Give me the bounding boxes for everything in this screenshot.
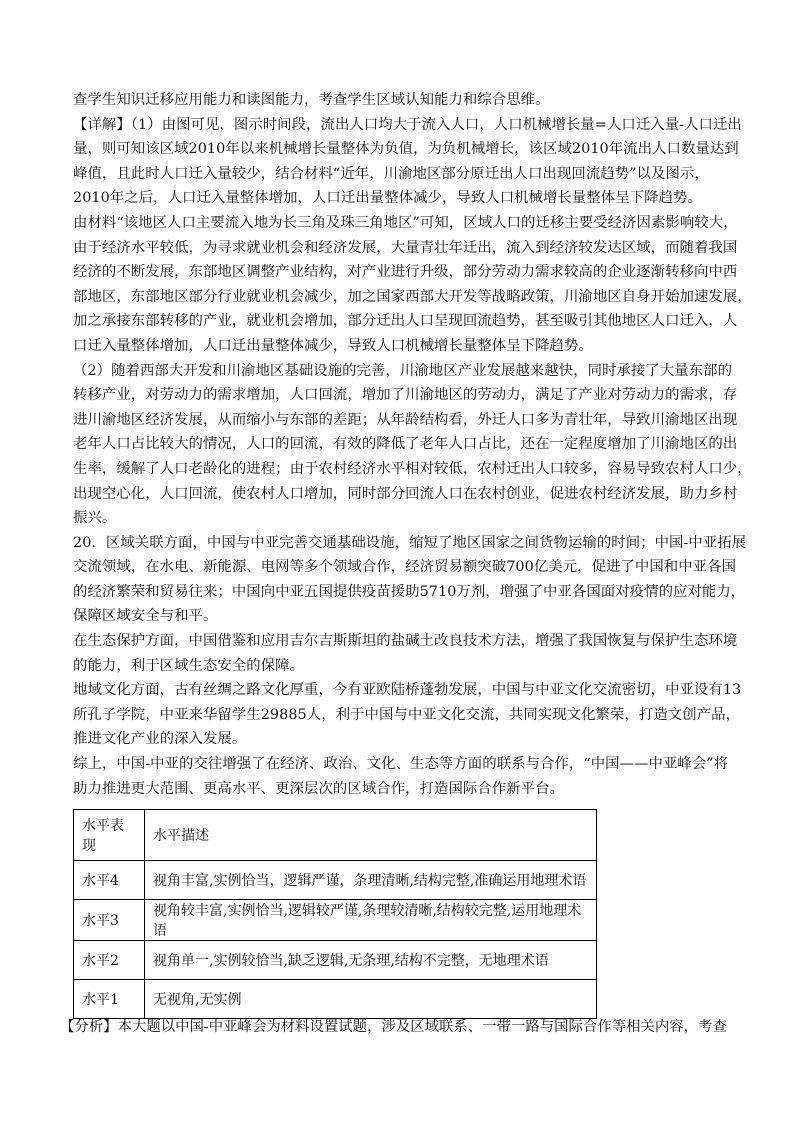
text-line: 由于经济水平较低，为寻求就业机会和经济发展，大量青壮年迁出，流入到经济较发达区域，而随着我国 bbox=[73, 239, 738, 256]
text-line: 2010年之后，人口迁入量整体增加，人口迁出量整体减少，导致人口机械增长量整体呈下降趋势。 bbox=[73, 190, 702, 207]
table-row bbox=[74, 861, 597, 900]
table-row bbox=[74, 941, 597, 980]
text-line: 20．区域关联方面，中国与中亚完善交通基础设施，缩短了地区国家之间货物运输的时间；中国-中亚拓展 bbox=[73, 534, 747, 551]
text-line: 峰值，且此时人口迁入量较少，结合材料“近年，川渝地区部分原迁出人口出现回流趋势”以及图示， bbox=[73, 165, 709, 182]
text-line: 量，则可知该区域2010年以来机械增长量整体为负值，为负机械增长，该区域2010年流出人口数量达到 bbox=[73, 141, 739, 158]
text-line: 地域文化方面，古有丝绸之路文化厚重，今有亚欧陆桥蓬勃发展，中国与中亚文化交流密切，中亚设有13 bbox=[73, 682, 742, 699]
text-line: 在生态保护方面，中国借鉴和应用吉尔吉斯斯坦的盐碱土改良技术方法，增强了我国恢复与保护生态环境 bbox=[73, 633, 738, 650]
table-row bbox=[74, 900, 597, 941]
header-desc-cell: 水平描述 bbox=[145, 810, 597, 861]
text-line: 推进文化产业的深入发展。 bbox=[73, 731, 247, 748]
text-line: 加之承接东部转移的产业，就业机会增加，部分迁出人口呈现回流趋势，甚至吸引其他地区人口迁入，人 bbox=[73, 313, 738, 330]
text-line: 【详解】（1）由图可见，图示时间段，流出人口均大于流入人口，人口机械增长量=人口迁入量-人口迁出 bbox=[73, 116, 742, 133]
text-line: 交流领域，在水电、新能源、电网等多个领域合作，经济贸易额突破700亿美元，促进了中国和中亚各国 bbox=[73, 559, 737, 576]
desc-cell: 视角较丰富,实例恰当,逻辑较严谨,条理较清晰,结构较完整,运用地理术语 bbox=[145, 900, 597, 941]
text-line: 进川渝地区经济发展，从而缩小与东部的差距；从年龄结构看，外迁人口多为青壮年，导致川渝地区出现 bbox=[73, 411, 738, 428]
analysis-line: 【分析】本大题以中国-中亚峰会为材料设置试题，涉及区域联系、一带一路与国际合作等相关内容，考查 bbox=[60, 1019, 727, 1035]
header-level-cell: 水平表现 bbox=[74, 810, 145, 861]
text-line: 由材料“该地区人口主要流入地为长三角及珠三角地区”可知，区域人口的迁移主要受经济因素影响较大， bbox=[73, 214, 738, 231]
document-body bbox=[73, 88, 752, 1019]
text-line: 所孔子学院，中亚来华留学生29885人，利于中国与中亚文化交流，共同实现文化繁荣，打造文创产品， bbox=[73, 706, 740, 723]
level-table bbox=[73, 809, 597, 1019]
desc-cell: 无视角,无实例 bbox=[145, 980, 597, 1019]
text-line: 查学生知识迁移应用能力和读图能力，考查学生区域认知能力和综合思维。 bbox=[73, 92, 550, 108]
text-line: 转移产业，对劳动力的需求增加，人口回流，增加了川渝地区的劳动力，满足了产业对劳动力的需求，存 bbox=[73, 387, 738, 404]
text-line: 经济的不断发展，东部地区调整产业结构，对产业进行升级，部分劳动力需求较高的企业逐渐转移向中西 bbox=[73, 264, 738, 281]
level-cell: 水平3 bbox=[74, 900, 145, 941]
text-line: 振兴。 bbox=[73, 510, 117, 527]
text-line: 助力推进更大范围、更高水平、更深层次的区域合作，打造国际合作新平台。 bbox=[73, 780, 564, 797]
text-line: 出现空心化，人口回流，使农村人口增加，同时部分回流人口在农村创业，促进农村经济发展，助力乡村 bbox=[73, 485, 738, 502]
level-cell: 水平2 bbox=[74, 941, 145, 980]
text-line: 部地区，东部地区部分行业就业机会减少，加之国家西部大开发等战略政策，川渝地区自身开始加速发展， bbox=[73, 288, 752, 305]
text-line: 的经济繁荣和贸易往来；中国向中亚五国提供疫苗援助5710万剂，增强了中亚各国面对疫情的应对能力， bbox=[73, 583, 746, 600]
text-line: 老年人口占比较大的情况，人口的回流，有效的降低了老年人口占比，还在一定程度增加了川渝地区的出 bbox=[73, 436, 738, 453]
text-line: 口迁入量整体增加，人口迁出量整体减少，导致人口机械增长量整体呈下降趋势。 bbox=[73, 337, 593, 354]
desc-cell: 视角单一,实例较恰当,缺乏逻辑,无条理,结构不完整，无地理术语 bbox=[145, 941, 597, 980]
table-row bbox=[74, 980, 597, 1019]
table-header-row bbox=[74, 810, 597, 861]
desc-cell: 视角丰富,实例恰当，逻辑严谨，条理清晰,结构完整,准确运用地理术语 bbox=[145, 861, 597, 900]
text-line: （2）随着西部大开发和川渝地区基础设施的完善，川渝地区产业发展越来越快，同时承接了大量东部的 bbox=[73, 362, 733, 379]
level-cell: 水平4 bbox=[74, 861, 145, 900]
text-line: 保障区域安全与和平。 bbox=[73, 608, 218, 625]
text-line: 综上，中国-中亚的交往增强了在经济、政治、文化、生态等方面的联系与合作，“中国——中亚峰会”将 bbox=[73, 756, 729, 773]
text-line: 的能力，利于区域生态安全的保障。 bbox=[73, 657, 305, 674]
level-cell: 水平1 bbox=[74, 980, 145, 1019]
text-line: 生率，缓解了人口老龄化的进程；由于农村经济水平相对较低，农村迁出人口较多，容易导致农村人口少， bbox=[73, 460, 752, 477]
